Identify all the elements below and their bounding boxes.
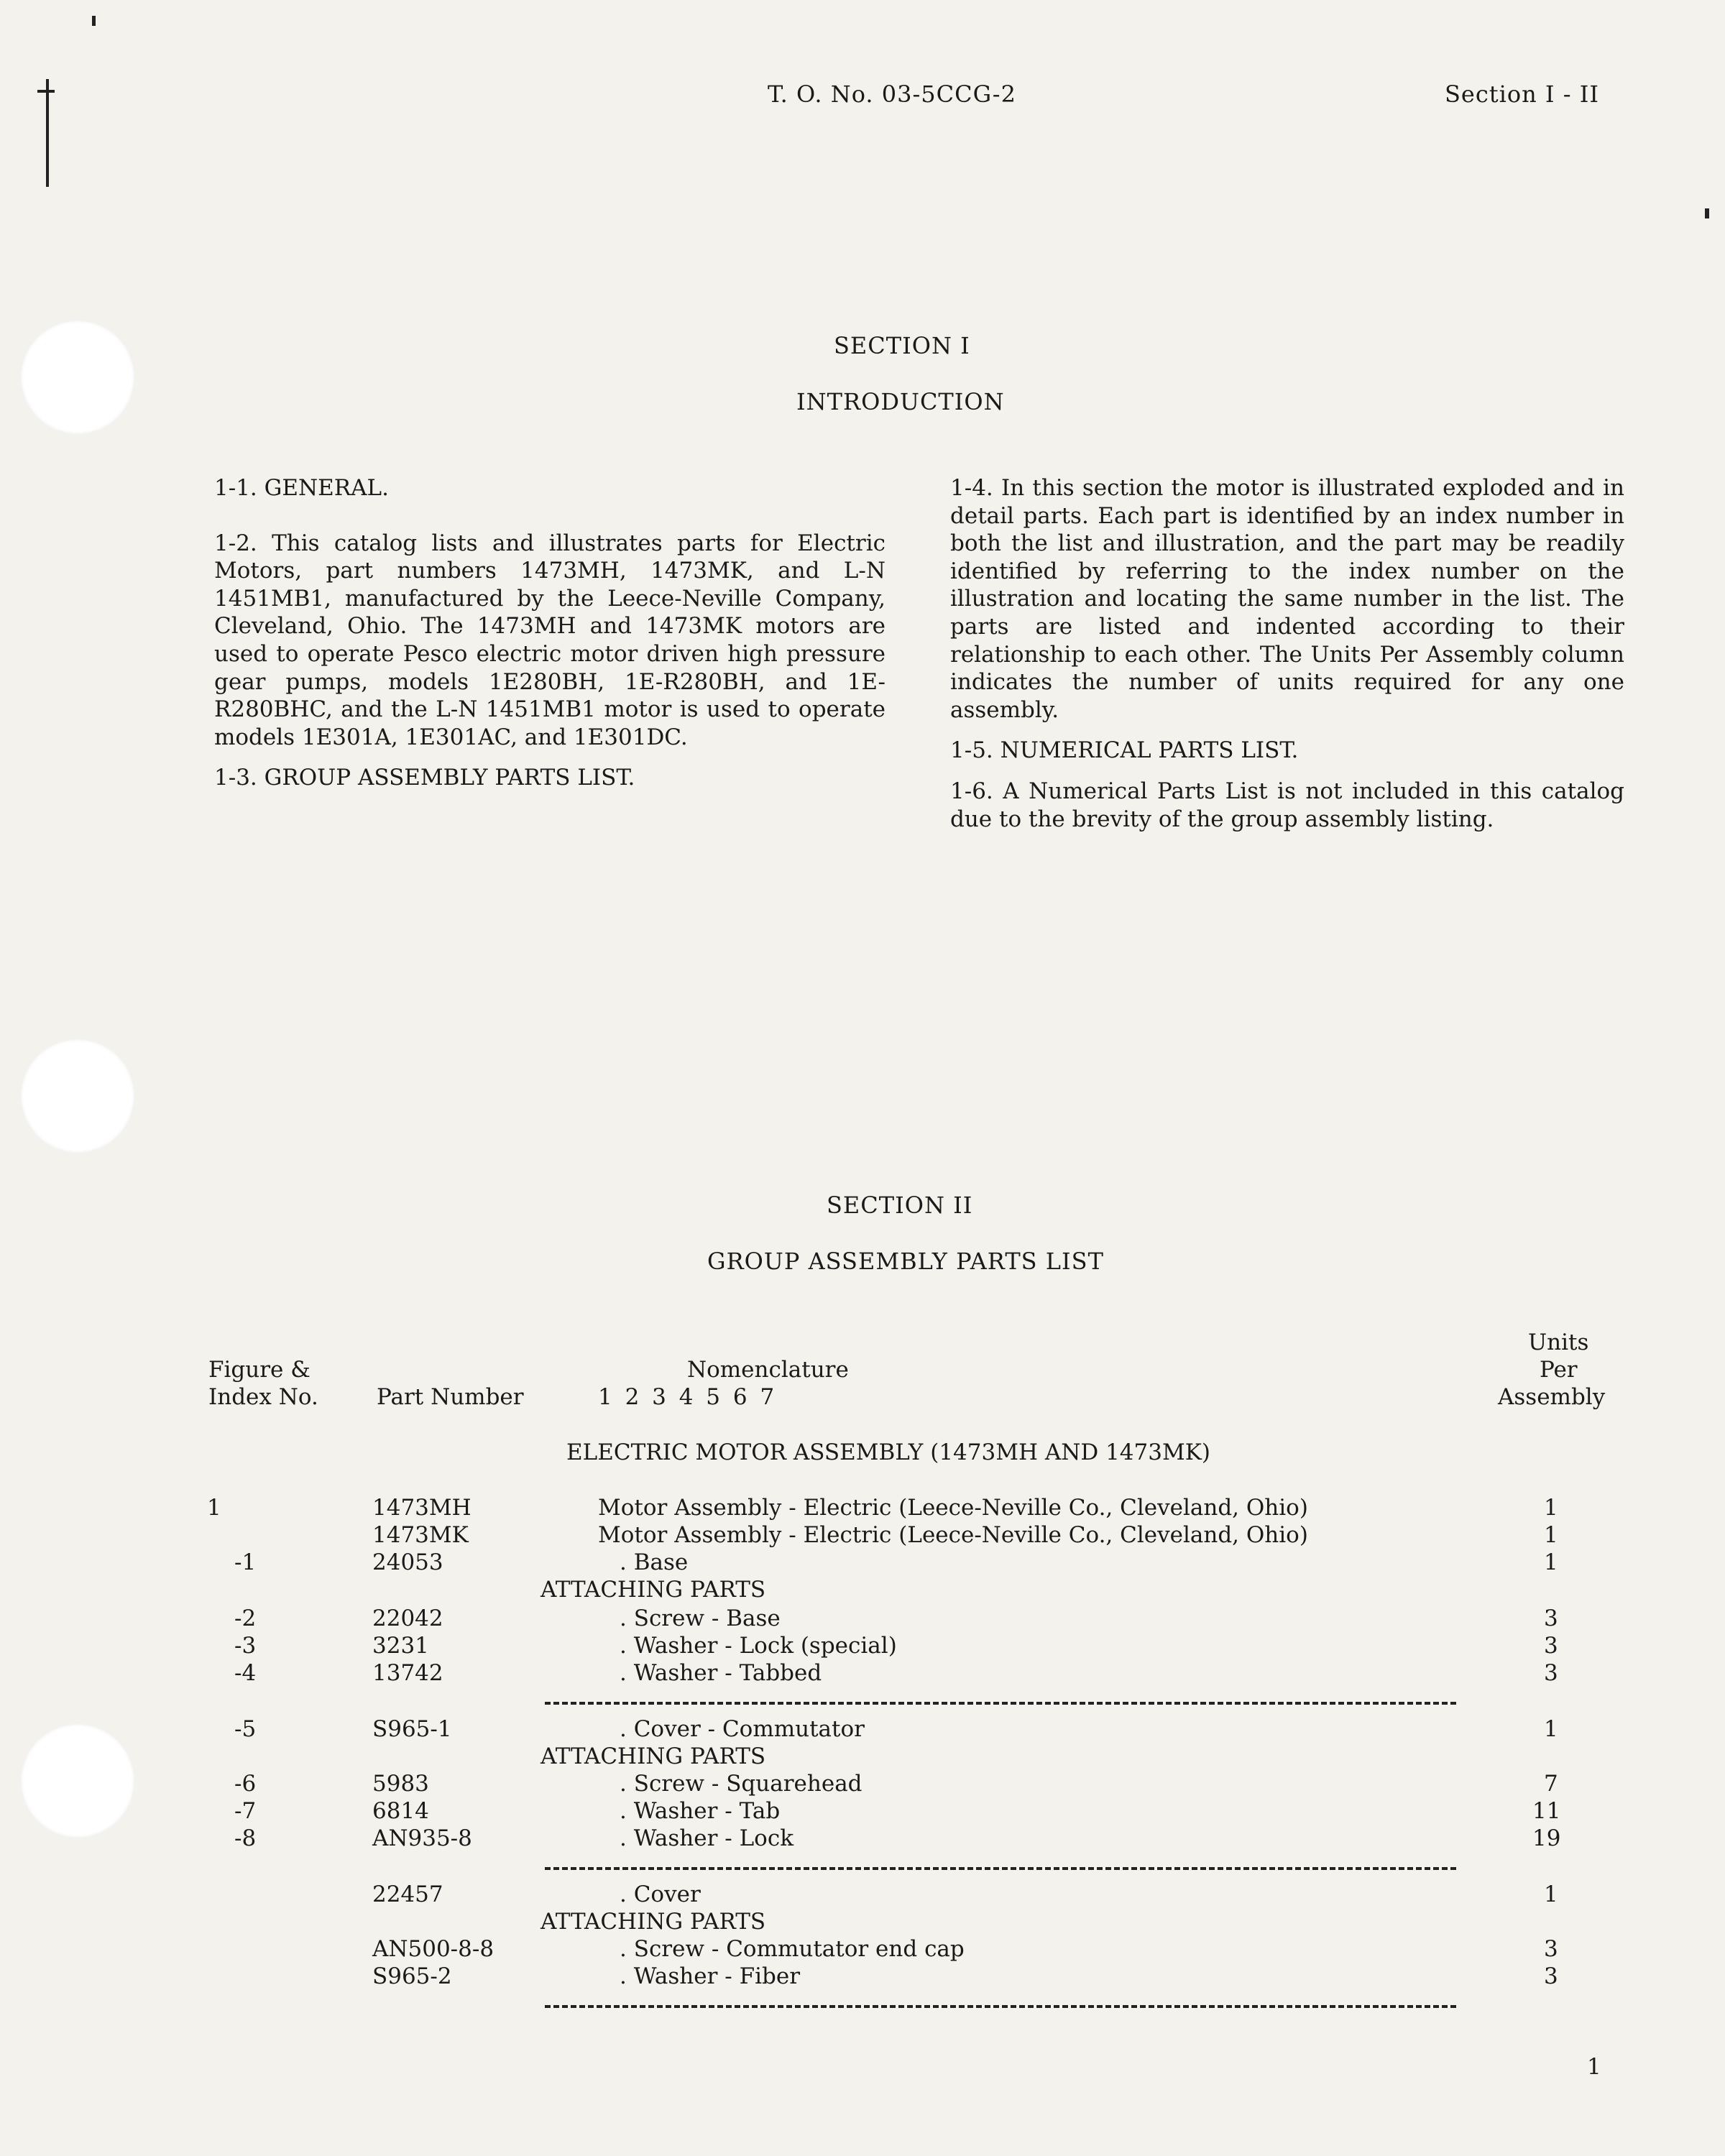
binder-hole-top	[20, 320, 135, 435]
table-row-part: 3231	[372, 1633, 429, 1659]
table-row-nomenclature: . Cover - Commutator	[620, 1716, 865, 1742]
para-1-1: 1-1. GENERAL.	[214, 475, 389, 501]
table-row-units: 3	[1544, 1963, 1558, 1989]
para-1-6: 1-6. A Numerical Parts List is not included in this catalog due to the brevity of the group assembly listing.	[950, 778, 1624, 832]
intro-left-column	[214, 474, 886, 792]
table-row-units: 3	[1544, 1606, 1558, 1631]
table-row-part: S965-1	[372, 1716, 452, 1742]
table-row-units: 3	[1544, 1633, 1558, 1659]
para-1-3: 1-3. GROUP ASSEMBLY PARTS LIST.	[214, 765, 635, 791]
table-row-part: 22042	[372, 1606, 443, 1631]
table-row-index: -5	[234, 1716, 257, 1742]
to-number: T. O. No. 03-5CCG-2	[768, 80, 1016, 108]
table-row-part: AN500-8-8	[372, 1936, 494, 1962]
table-row-index: -1	[234, 1549, 257, 1575]
table-row-index: -6	[234, 1771, 257, 1797]
table-row-nomenclature: . Base	[620, 1549, 689, 1575]
table-row-nomenclature: Motor Assembly - Electric (Leece-Neville Co., Cleveland, Ohio)	[598, 1522, 1308, 1548]
table-row-part: 22457	[372, 1881, 443, 1907]
table-row-part: AN935-8	[372, 1825, 472, 1851]
attaching-parts-end-divider	[545, 1702, 1456, 1705]
col-header-nomenclature: Nomenclature	[687, 1357, 849, 1383]
margin-mark	[46, 79, 49, 187]
table-row-index: 1	[207, 1495, 221, 1521]
col-header-indent-levels: 1 2 3 4 5 6 7	[598, 1384, 775, 1410]
table-row-part: 1473MK	[372, 1522, 469, 1548]
table-row-nomenclature: . Screw - Squarehead	[620, 1771, 862, 1797]
table-row-units: 19	[1532, 1825, 1561, 1851]
attaching-parts-label: ATTACHING PARTS	[540, 1577, 766, 1603]
intro-right-column	[950, 474, 1624, 833]
table-row-units: 7	[1544, 1771, 1558, 1797]
table-row-part: 13742	[372, 1660, 443, 1686]
table-row-index: -3	[234, 1633, 257, 1659]
para-1-4: 1-4. In this section the motor is illustrated exploded and in detail parts. Each part is identified by an index number in both the list and illustration, and the part may be readily identified by referring to the index number on the illustration and locating the same number in the list. The parts are listed and indented according to their relationship to each other. The Units Per Assembly column indicates the number of units required for any one assembly.	[950, 475, 1624, 723]
attaching-parts-label: ATTACHING PARTS	[540, 1743, 766, 1769]
binder-hole-bottom	[20, 1723, 135, 1838]
table-row-part: 5983	[372, 1771, 429, 1797]
margin-tick	[37, 90, 55, 93]
table-row-nomenclature: . Washer - Lock	[620, 1825, 794, 1851]
col-header-units-line1: Units	[1528, 1330, 1589, 1355]
attaching-parts-label: ATTACHING PARTS	[540, 1909, 766, 1935]
col-header-units-line2: Per	[1540, 1357, 1578, 1383]
table-row-part: 6814	[372, 1798, 429, 1824]
section-1-subtitle: INTRODUCTION	[796, 388, 1005, 415]
table-row-nomenclature: . Screw - Commutator end cap	[620, 1936, 965, 1962]
table-row-nomenclature: . Washer - Lock (special)	[620, 1633, 897, 1659]
col-header-figure-line2: Index No.	[208, 1384, 318, 1410]
table-row-part: S965-2	[372, 1963, 452, 1989]
section-label: Section I - II	[1445, 80, 1599, 108]
table-row-nomenclature: . Screw - Base	[620, 1606, 781, 1631]
margin-dot	[92, 16, 96, 26]
attaching-parts-end-divider	[545, 2005, 1456, 2008]
table-row-index: -8	[234, 1825, 257, 1851]
table-row-index: -4	[234, 1660, 257, 1686]
table-row-part: 1473MH	[372, 1495, 472, 1521]
table-row-units: 1	[1544, 1716, 1558, 1742]
table-row-nomenclature: . Washer - Tab	[620, 1798, 781, 1824]
section-2-title: SECTION II	[827, 1192, 973, 1219]
table-row-units: 3	[1544, 1936, 1558, 1962]
table-row-nomenclature: Motor Assembly - Electric (Leece-Neville Co., Cleveland, Ohio)	[598, 1495, 1308, 1521]
table-row-part: 24053	[372, 1549, 443, 1575]
table-row-nomenclature: . Washer - Tabbed	[620, 1660, 822, 1686]
table-row-index: -2	[234, 1606, 257, 1631]
attaching-parts-end-divider	[545, 1867, 1456, 1870]
edge-dot	[1705, 208, 1709, 218]
table-row-units: 1	[1544, 1522, 1558, 1548]
table-row-units: 1	[1544, 1549, 1558, 1575]
table-row-units: 1	[1544, 1495, 1558, 1521]
section-1-title: SECTION I	[834, 332, 970, 359]
para-1-5: 1-5. NUMERICAL PARTS LIST.	[950, 737, 1299, 764]
col-header-units-line3: Assembly	[1498, 1384, 1606, 1410]
table-row-nomenclature: . Cover	[620, 1881, 701, 1907]
table-row-nomenclature: . Washer - Fiber	[620, 1963, 801, 1989]
binder-hole-middle	[20, 1038, 135, 1153]
para-1-2: 1-2. This catalog lists and illustrates parts for Electric Motors, part numbers 1473MH, 1473MK, and L-N 1451MB1, manufactured by the Leece-Neville Company, Cleveland, Ohio. The 1473MH and 1473MK motors are used to operate Pesco electric motor driven high pressure gear pumps, models 1E280BH, 1E-R280BH, and 1E-R280BHC, and the L-N 1451MB1 motor is used to operate models 1E301A, 1E301AC, and 1E301DC.	[214, 530, 886, 750]
page-number: 1	[1587, 2054, 1601, 2080]
table-row-units: 1	[1544, 1881, 1558, 1907]
table-row-units: 11	[1532, 1798, 1561, 1824]
table-row-units: 3	[1544, 1660, 1558, 1686]
table-row-index: -7	[234, 1798, 257, 1824]
section-2-subtitle: GROUP ASSEMBLY PARTS LIST	[707, 1248, 1104, 1275]
col-header-figure-line1: Figure &	[208, 1357, 310, 1383]
assembly-title: ELECTRIC MOTOR ASSEMBLY (1473MH AND 1473MK)	[566, 1439, 1210, 1465]
col-header-part-number: Part Number	[377, 1384, 524, 1410]
